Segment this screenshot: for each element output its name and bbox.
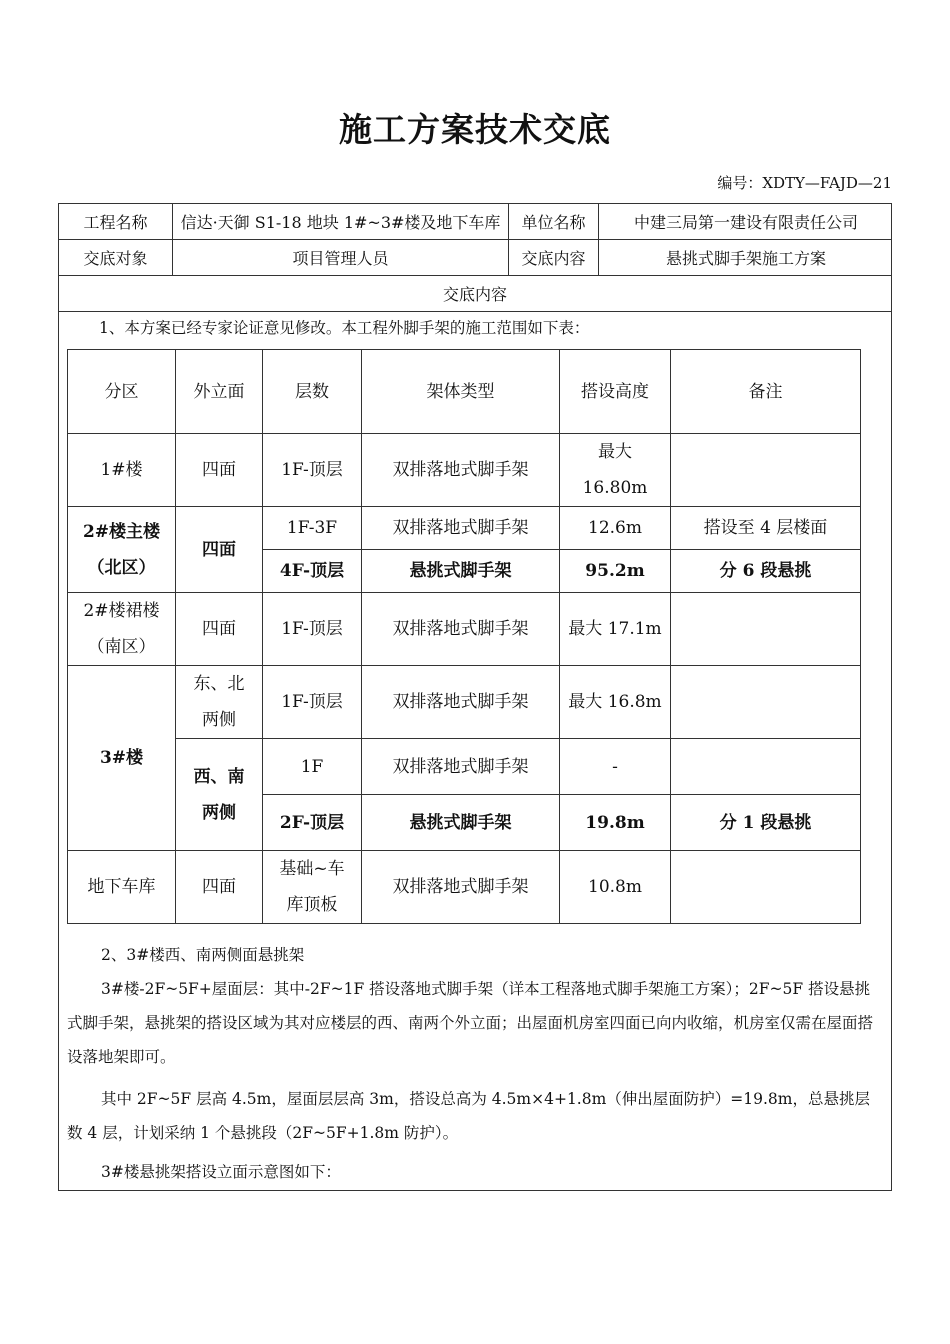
zone-cell [68,507,176,593]
type-cell: 悬挑式脚手架 [362,795,560,851]
note-cell: 搭设至 4 层楼面 [671,507,861,550]
table-header-row [68,350,861,434]
disclosure-form [58,203,892,1191]
facade-line-1: 西、南 [193,766,245,787]
zone-line-1: 2#楼裙楼 [83,601,160,621]
note-cell [671,593,861,666]
facade-cell [176,739,263,851]
table-row [68,666,861,739]
floors-cell: 4F-顶层 [263,550,362,593]
note-cell [671,851,861,924]
type-cell: 双排落地式脚手架 [362,851,560,924]
facade-cell: 四面 [176,507,263,593]
target-value: 项目管理人员 [173,240,509,275]
content-label: 交底内容 [509,240,599,275]
facade-cell: 四面 [176,593,263,666]
table-row [68,434,861,507]
document-number: 编号：XDTY—FAJD—21 [717,174,892,192]
facade-line-2: 两侧 [202,802,236,823]
height-cell: 10.8m [560,851,671,924]
type-cell: 双排落地式脚手架 [362,739,560,795]
height-line-2: 16.80m [582,478,648,498]
height-cell: 19.8m [560,795,671,851]
table-row [68,507,861,550]
paragraph-3 [67,1155,885,1189]
table-row [68,739,861,795]
zone-cell: 地下车库 [68,851,176,924]
scaffold-scope-table [67,349,861,924]
project-value: 信达·天御 S1-18 地块 1#~3#楼及地下车库 [173,204,509,239]
facade-line-2: 两侧 [202,710,236,730]
intro-text: 1、本方案已经专家论证意见修改。本工程外脚手架的施工范围如下表： [99,319,590,337]
col-header-type: 架体类型 [362,350,560,434]
paragraph-2-text: 其中 2F~5F 层高 4.5m，屋面层层高 3m，搭设总高为 4.5m×4+1.8m（伸出屋面防护）=19.8m，总悬挑层数 4 层，计划采纳 1 个悬挑段（2F~5F+1.8m 防护）。 [67,1090,870,1142]
floors-cell: 1F-顶层 [263,666,362,739]
floors-cell: 1F-顶层 [263,434,362,507]
facade-cell: 四面 [176,434,263,507]
height-cell: 最大 17.1m [560,593,671,666]
document-title: 施工方案技术交底 [339,110,611,149]
unit-label: 单位名称 [509,204,599,239]
col-header-zone: 分区 [68,350,176,434]
target-label: 交底对象 [59,240,173,275]
floors-cell: 1F-3F [263,507,362,550]
height-cell: - [560,739,671,795]
zone-line-1: 2#楼主楼 [82,521,161,542]
note-cell [671,434,861,507]
paragraph-1-text: 3#楼-2F~5F+屋面层：其中-2F~1F 搭设落地式脚手架（详本工程落地式脚手架施工方案）；2F~5F 搭设悬挑式脚手架，悬挑架的搭设区域为其对应楼层的西、南两个外立面；出屋面机房室四面已向内收缩，机房室仅需在屋面搭设落地架即可。 [67,980,874,1066]
height-cell: 95.2m [560,550,671,593]
facade-cell: 四面 [176,851,263,924]
paragraph-3-text: 3#楼悬挑架搭设立面示意图如下： [101,1163,341,1181]
paragraph-1 [67,972,885,1074]
section-heading: 交底内容 [442,285,507,304]
type-cell: 悬挑式脚手架 [362,550,560,593]
height-cell: 12.6m [560,507,671,550]
note-cell: 分 6 段悬挑 [671,550,861,593]
table-row [68,851,861,924]
zone-cell: 1#楼 [68,434,176,507]
facade-cell [176,666,263,739]
paragraph-2 [67,1082,885,1150]
facade-line-1: 东、北 [193,674,245,694]
height-cell: 最大 16.8m [560,666,671,739]
type-cell: 双排落地式脚手架 [362,434,560,507]
floors-cell [263,851,362,924]
zone-cell: 3#楼 [68,666,176,851]
section-heading-row [59,276,891,312]
zone-line-2: （北区） [87,557,156,578]
col-header-facade: 外立面 [176,350,263,434]
type-cell: 双排落地式脚手架 [362,593,560,666]
note-cell [671,666,861,739]
note-cell [671,739,861,795]
zone-cell [68,593,176,666]
floors-cell: 1F [263,739,362,795]
height-line-1: 最大 [598,442,632,462]
type-cell: 双排落地式脚手架 [362,666,560,739]
header-row-project [59,204,891,240]
content-value: 悬挑式脚手架施工方案 [665,249,826,268]
zone-line-2: （南区） [87,637,156,657]
project-label: 工程名称 [59,204,173,239]
floors-cell: 2F-顶层 [263,795,362,851]
type-cell: 双排落地式脚手架 [362,507,560,550]
floors-cell: 1F-顶层 [263,593,362,666]
col-header-height: 搭设高度 [560,350,671,434]
col-header-floors: 层数 [263,350,362,434]
section2-title [67,938,885,972]
height-cell [560,434,671,507]
floors-line-1: 基础~车 [279,859,345,879]
table-row [68,593,861,666]
col-header-note: 备注 [671,350,861,434]
unit-value: 中建三局第一建设有限责任公司 [633,213,858,232]
header-row-target [59,240,891,276]
note-cell: 分 1 段悬挑 [671,795,861,851]
floors-line-2: 库顶板 [286,895,338,915]
section2-title-text: 2、3#楼西、南两侧面悬挑架 [101,946,305,964]
